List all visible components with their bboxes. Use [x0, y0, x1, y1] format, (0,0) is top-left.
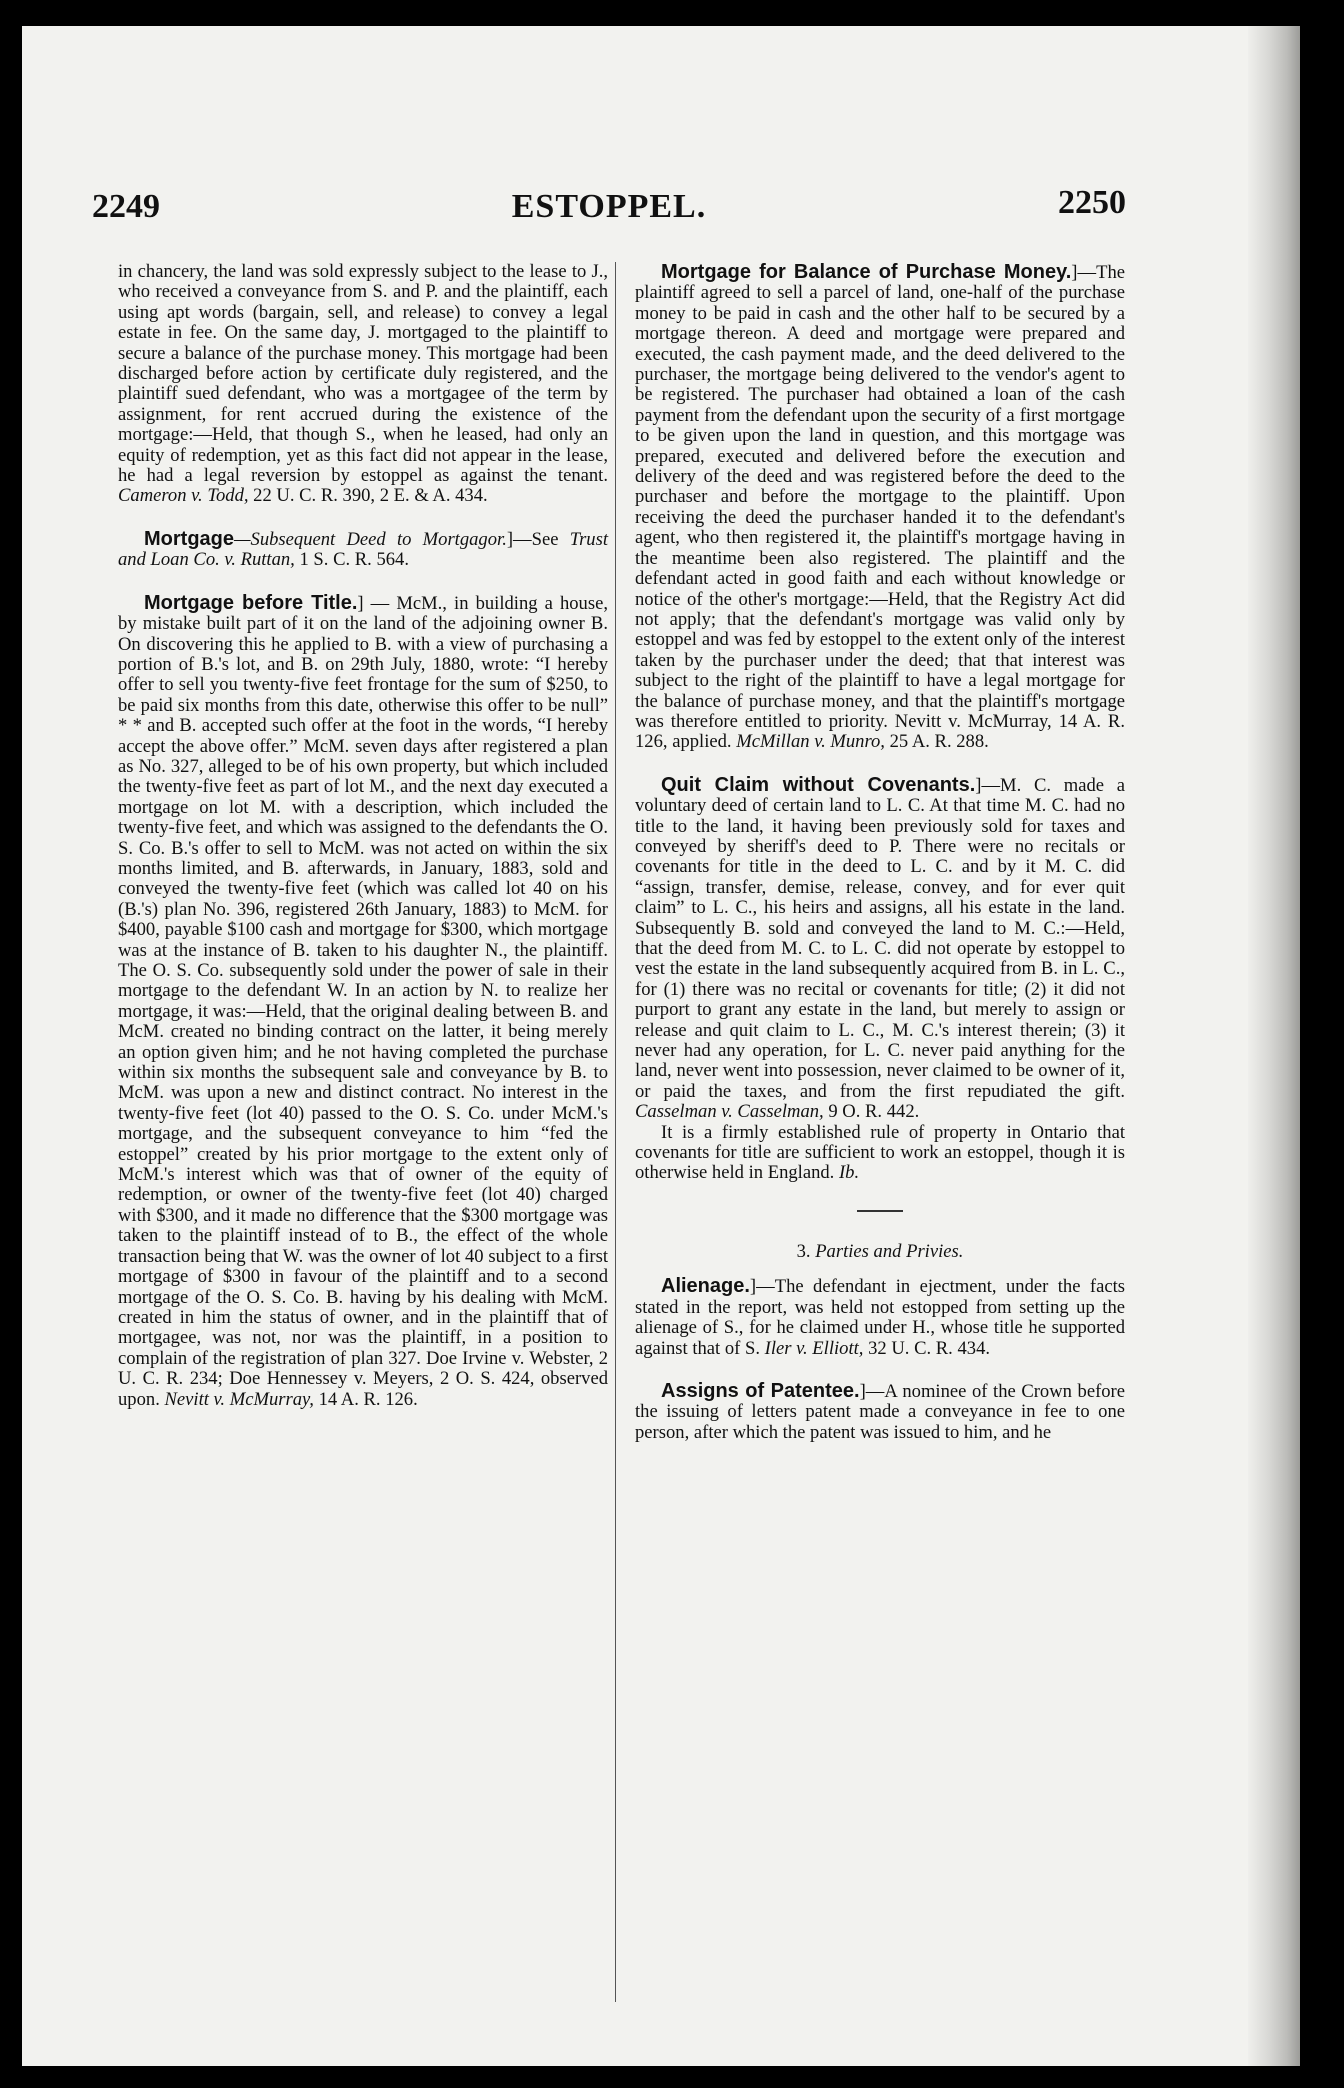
running-header — [92, 176, 1126, 236]
left-column — [118, 262, 608, 1410]
entry-heading: Quit Claim without Covenants. — [661, 773, 976, 796]
entry-heading: Mortgage before Title. — [144, 591, 358, 614]
column-divider — [615, 262, 616, 2002]
entry-mortgage-before-title: Mortgage before Title.] — McM., in building a house, by mistake built part of it on the land of the adjoining owner B. On discovering this he applied to B. with a view of purchasing a portion of B.'s lot, and B. on 29th July, 1880, wrote: “I hereby offer to sell you twenty-five feet frontage for the sum of $250, to be paid six months from this date, otherwise this offer to be null” * * and B. accepted such offer at the foot in the words, “I hereby accept the above offer.” McM. seven days after registered a plan as No. 327, alleged to be of his own property, but which included the twenty-five feet as part of lot M., and the next day executed a mortgage on lot M. with a description, which included the twenty-five feet, and which was assigned to the defendants the O. S. Co. B.'s offer to sell to McM. was not acted on within the six months limited, and B. afterwards, in January, 1883, sold and conveyed the twenty-five feet (which was called lot 40 on his (B.'s) plan No. 396, registered 26th January, 1883) to McM. for $400, payable $100 cash and mortgage for $300, which mortgage was at the instance of B. taken to his daughter N., the plaintiff. The O. S. Co. subsequently sold under the power of sale in their mortgage to the defendant W. In an action by N. to realize her mortgage, it was:—Held, that the original dealing between B. and McM. created no binding contract on the latter, it being merely an option given him; and he not having completed the purchase within six months the subsequent sale and conveyance by B. to McM. was upon a new and distinct contract. No interest in the twenty-five feet (lot 40) passed to the O. S. Co. under McM.'s mortgage, and the subsequent conveyance to him “fed the estoppel” created by his prior mortgage to the extent only of McM.'s interest which was that of owner of the equity of redemption, or owner of the twenty-five feet (lot 40) charged with $300, and it made no difference that the $300 mortgage was taken to the plaintiff instead of to B., the effect of the whole transaction being that W. was the owner of lot 40 subject to a first mortgage of $300 in favour of the plaintiff and to a second mortgage of the O. S. Co. B. having by his dealing with McM. created in him the status of owner, and in the plaintiff that of mortgagee, was not, nor was the plaintiff, in a position to complain of the registration of plan 327. Doe Irvine v. Webster, 2 U. C. R. 234; Doe Hennessey v. Meyers, 2 O. S. 424, observed upon. Nevitt v. McMurray, 14 A. R. 126. — [118, 591, 608, 1410]
entry-heading: Mortgage for Balance of Purchase Money. — [661, 261, 1072, 283]
entry-mortgage-balance: Mortgage for Balance of Purchase Money.]—The plaintiff agreed to sell a parcel of land, one-half of the purchase money to be paid in cash and the other half to be secured by a mortgage thereon. A deed and mortgage were prepared and executed, the cash payment made, and the deed delivered to the purchaser, the mortgage being delivered to the vendor's agent to be registered. The purchaser had obtained a loan of the cash payment from the defendant upon the security of a first mortgage to be given upon the land in question, and this mortgage was prepared, executed and delivered before the execution and delivery of the deed and was registered before the deed to the purchaser and before the mortgage to the plaintiff. Upon receiving the deed the purchaser handed it to the defendant's agent, who then registered it, the plaintiff's mortgage having in the meantime been also registered. The plaintiff and the defendant acted in good faith and each without knowledge or notice of the other's mortgage:—Held, that the Registry Act did not apply; that the defendant's mortgage was valid only by estoppel and was fed by estoppel to the extent only of the interest taken by the purchaser under the deed; that that interest was subject to the right of the plaintiff to have a legal mortgage for the balance of purchase money, and that the plaintiff's mortgage was therefore entitled to priority. Nevitt v. McMurray, 14 A. R. 126, applied. McMillan v. Munro, 25 A. R. 288. — [635, 261, 1125, 753]
entry-quit-claim: Quit Claim without Covenants.]—M. C. made a voluntary deed of certain land to L. C. At that time M. C. had no title to the land, it having been previously sold for taxes and conveyed by sheriff's deed to P. There were no recitals or covenants for title in the deed to L. C. and by it M. C. did “assign, transfer, demise, release, convey, and for ever quit claim” to L. C., his heirs and assigns, all his estate in the land. Subsequently B. sold and conveyed the land to M. C.:—Held, that the deed from M. C. to L. C. did not operate by estoppel to vest the estate in the land subsequently acquired from B. in L. C., for (1) there was no recital or covenants for title; (2) it did not purport to grant any estate in the land, but merely to assign or release and quit claim to L. C., M. C.'s interest therein; (3) it never had any operation, for L. C. never paid anything for the land, never went into possession, never claimed to be owner of it, or paid the taxes, and from the first repudiated the gift. Casselman v. Casselman, 9 O. R. 442. — [635, 773, 1125, 1123]
entry-alienage: Alienage.]—The defendant in ejectment, under the facts stated in the report, was held not estopped from setting up the alienage of S., for he claimed under H., whose title he supported against that of S. Iler v. Elliott, 32 U. C. R. 434. — [635, 1275, 1125, 1359]
page-edge-shadow — [1248, 26, 1300, 2066]
entry-heading: Alienage. — [661, 1275, 750, 1298]
running-title: ESTOPPEL. — [511, 188, 707, 225]
entry-assigns-of-patentee: Assigns of Patentee.]—A nominee of the Crown before the issuing of letters patent made a conveyance in fee to one person, after which the patent was issued to him, and he — [635, 1379, 1126, 1443]
right-column — [635, 262, 1125, 1443]
section-heading: 3. Parties and Privies. — [796, 1240, 964, 1262]
entry-heading: Mortgage — [144, 527, 234, 550]
book-page — [22, 26, 1300, 2066]
entry-mortgage: Mortgage—Subsequent Deed to Mortgagor.]—See Trust and Loan Co. v. Ruttan, 1 S. C. R. 564. — [118, 527, 608, 571]
paragraph-rule: It is a firmly established rule of property in Ontario that covenants for title are sufficient to work an estoppel, though it is otherwise held in England. Ib. — [635, 1121, 1125, 1184]
page-number-left: 2249 — [92, 188, 160, 225]
page-number-right: 2250 — [1058, 184, 1126, 221]
paragraph-continued: in chancery, the land was sold expressly subject to the lease to J., who received a conveyance from S. and P. and the plaintiff, each using apt words (bargain, sell, and release) to convey a legal estate in fee. On the same day, J. mortgaged to the plaintiff to secure a balance of the purchase money. This mortgage had been discharged before action by certificate duly registered, and the plaintiff sued defendant, who was a mortgagee of the term by assignment, for rent accrued during the existence of the mortgage:—Held, that though S., when he leased, had only an equity of redemption, yet as this fact did not appear in the lease, he had a legal reversion by estoppel as against the tenant. Cameron v. Todd, 22 U. C. R. 390, 2 E. & A. 434. — [118, 261, 608, 507]
section-rule — [857, 1210, 903, 1212]
entry-heading: Assigns of Patentee. — [661, 1379, 860, 1402]
